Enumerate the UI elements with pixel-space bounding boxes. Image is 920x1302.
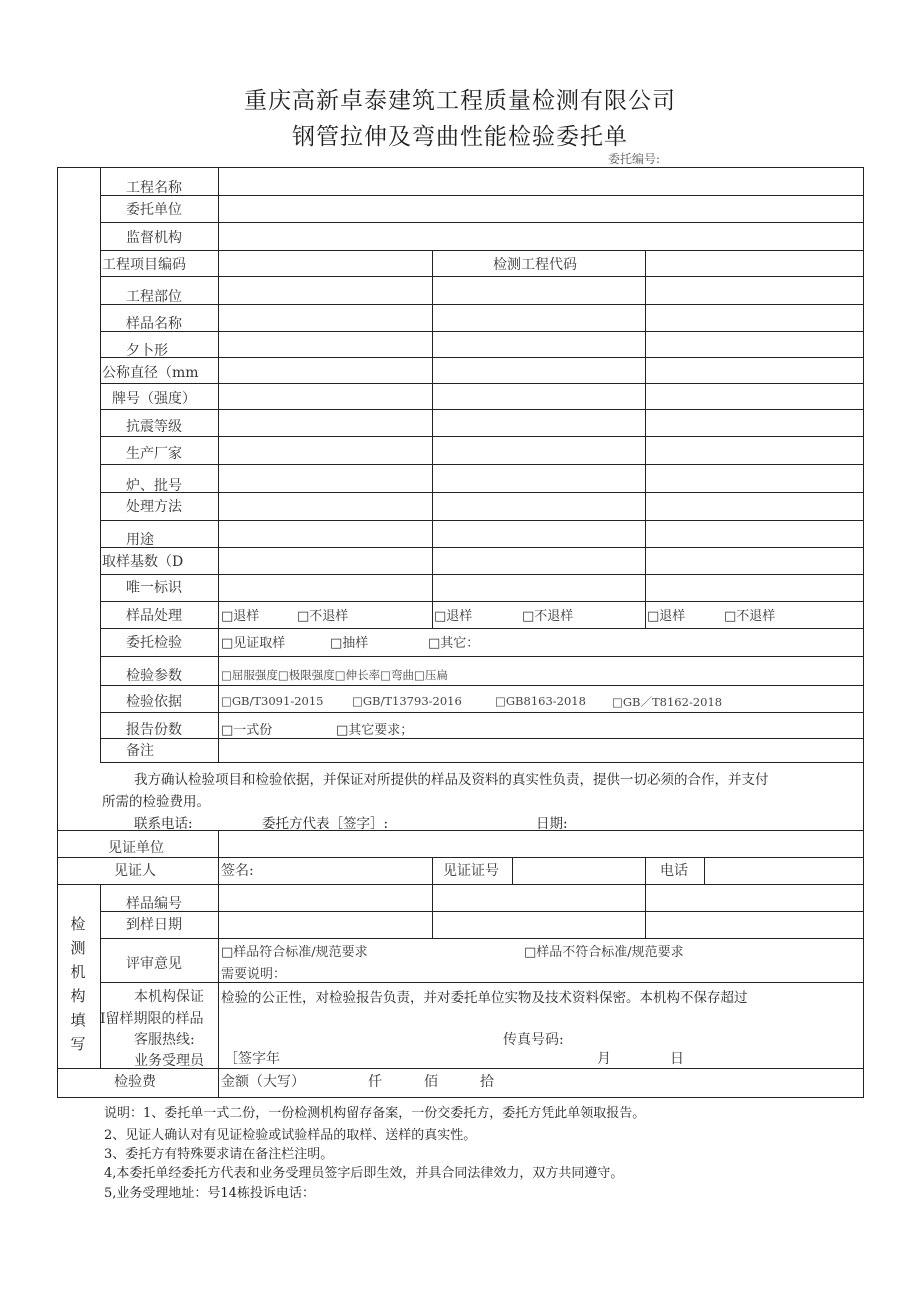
row-divider	[100, 492, 864, 493]
entrust-number-label: 委托编号:	[608, 152, 661, 166]
day-label: 日	[670, 1051, 684, 1067]
fee-amount-label: 金额（大写）	[221, 1074, 305, 1090]
checkbox-basis-gb-t8162[interactable]: □GB／T8162-2018	[612, 695, 723, 709]
company-name: 重庆高新卓泰建筑工程质量检测有限公司	[244, 88, 676, 114]
label-grade: 牌号（强度）	[112, 391, 196, 407]
checkbox-test-params[interactable]: □屈服强度□极限强度□伸长率□弯曲□压扁	[221, 668, 448, 682]
row-divider	[100, 409, 864, 410]
witness-phone-label: 电话	[660, 863, 688, 879]
checkbox-no-return-sample-1[interactable]: □不退样	[297, 609, 349, 624]
label-client-unit: 委托单位	[126, 202, 182, 218]
col-divider	[218, 167, 219, 763]
row-divider	[100, 685, 864, 686]
row-divider	[100, 547, 864, 548]
label-test-project-code: 检测工程代码	[493, 257, 577, 273]
col-divider	[512, 857, 513, 884]
col-divider	[100, 167, 101, 763]
label-furnace-batch: 炉、批号	[126, 478, 182, 494]
row-divider	[100, 656, 864, 657]
checkbox-random-sampling[interactable]: □抽样	[330, 636, 369, 651]
label-sample-name: 样品名称	[126, 316, 182, 332]
row-divider	[100, 762, 864, 763]
note-line-1: 说明：1、委托单一式二份，一份检测机构留存备案，一份交委托方，委托方凭此单领取报告。	[104, 1106, 646, 1121]
fee-ten-label: 拾	[480, 1074, 494, 1090]
checkbox-return-sample-1[interactable]: □退样	[221, 609, 260, 624]
col-divider	[704, 857, 705, 884]
confirmation-line-2: 所需的检验费用。	[102, 794, 210, 810]
checkbox-basis-gb-t3091[interactable]: □GB/T3091-2015	[221, 694, 324, 708]
row-divider	[100, 982, 864, 983]
row-divider	[100, 383, 864, 384]
checkbox-no-return-sample-3[interactable]: □不退样	[724, 609, 776, 624]
fee-thousand-label: 仟	[368, 1074, 382, 1090]
row-divider	[100, 520, 864, 521]
receiver-sign-year: ［签字年	[224, 1051, 280, 1067]
checkbox-return-sample-3[interactable]: □退样	[647, 609, 686, 624]
row-divider	[100, 938, 864, 939]
row-divider	[100, 601, 864, 602]
row-divider	[100, 911, 864, 912]
checkbox-sample-conforms[interactable]: □样品符合标准/规范要求	[221, 945, 368, 960]
label-test-basis: 检验依据	[126, 694, 182, 710]
row-divider	[100, 436, 864, 437]
need-explanation-label: 需要说明：	[221, 967, 287, 982]
note-line-2: 2、见证人确认对有见证检验或试验样品的取样、送样的真实性。	[104, 1128, 477, 1143]
label-project-name: 工程名称	[126, 180, 182, 196]
month-label: 月	[597, 1051, 611, 1067]
checkbox-basis-gb-t13793[interactable]: □GB/T13793-2016	[352, 694, 462, 708]
row-divider	[57, 857, 864, 858]
label-nominal-diameter: 公称直径（mm	[102, 365, 199, 381]
label-review: 评审意见	[126, 956, 182, 972]
label-project-code: 工程项目编码	[102, 257, 186, 273]
label-test-params: 检验参数	[126, 668, 182, 684]
label-usage: 用途	[126, 532, 154, 548]
checkbox-other-requirements[interactable]: □其它要求；	[336, 723, 414, 738]
row-divider	[100, 712, 864, 713]
note-line-5: 5,业务受理地址：号14栋投诉电话：	[104, 1186, 315, 1201]
confirmation-line-1: 我方确认检验项目和检验依据，并保证对所提供的样品及资料的真实性负责，提供一切必须的合作，并支付	[134, 772, 769, 788]
label-witness-unit: 见证单位	[108, 840, 164, 856]
label-seismic-grade: 抗震等级	[126, 419, 182, 435]
label-entrust-inspection: 委托检验	[126, 635, 182, 651]
label-report-copies: 报告份数	[126, 722, 182, 738]
checkbox-no-return-sample-2[interactable]: □不退样	[522, 609, 574, 624]
label-unique-id: 唯一标识	[126, 580, 182, 596]
label-supervision: 监督机构	[126, 230, 182, 246]
fee-hundred-label: 佰	[424, 1074, 438, 1090]
row-divider	[100, 195, 864, 196]
label-project-part: 工程部位	[126, 289, 182, 305]
checkbox-witness-sampling[interactable]: □见证取样	[221, 636, 286, 651]
guarantee-left-text: 本机构保证	[134, 989, 204, 1005]
row-divider	[100, 738, 864, 739]
row-divider	[100, 357, 864, 358]
label-shape: 夕卜形	[126, 343, 168, 359]
label-sample-base: 取样基数（D	[102, 554, 184, 570]
label-sample-handling: 样品处理	[126, 608, 182, 624]
label-witness-person: 见证人	[114, 863, 156, 879]
hotline-label: 客服热线:	[134, 1032, 195, 1048]
client-representative-signature: 委托方代表［签字］:	[262, 816, 389, 832]
col-divider	[432, 857, 433, 938]
label-sample-number: 样品编号	[126, 896, 182, 912]
form-title: 钢管拉伸及弯曲性能检验委托单	[292, 124, 628, 150]
label-manufacturer: 生产厂家	[126, 446, 182, 462]
row-divider	[100, 222, 864, 223]
col-divider	[645, 857, 646, 938]
date-label: 日期:	[536, 816, 568, 832]
row-divider	[100, 250, 864, 251]
agency-section-label: 检 测 机 构 填 写	[70, 915, 86, 1053]
contact-phone-label: 联系电话:	[134, 816, 193, 832]
col-divider	[100, 884, 101, 1068]
witness-signature-label: 签名:	[221, 863, 254, 879]
row-divider	[100, 628, 864, 629]
guarantee-right-text: 检验的公正性，对检验报告负责，并对委托单位实物及技术资料保密。本机构不保存超过	[221, 990, 748, 1006]
note-line-4: 4,本委托单经委托方代表和业务受理员签字后即生效，并具合同法律效力，双方共同遵守。	[104, 1166, 624, 1181]
col-divider	[432, 250, 433, 629]
receiver-label: 业务受理员	[134, 1053, 204, 1069]
checkbox-basis-gb8163[interactable]: □GB8163-2018	[495, 694, 586, 708]
note-line-3: 3、委托方有特殊要求请在备注栏注明。	[104, 1147, 334, 1162]
row-divider	[100, 276, 864, 277]
row-divider	[100, 464, 864, 465]
label-test-fee: 检验费	[114, 1074, 156, 1090]
col-divider	[645, 250, 646, 629]
row-divider	[100, 574, 864, 575]
row-divider	[100, 304, 864, 305]
checkbox-sample-not-conforms[interactable]: □样品不符合标准/规范要求	[524, 945, 684, 960]
label-remarks: 备注	[126, 743, 154, 759]
row-divider	[57, 884, 864, 885]
checkbox-one-copy[interactable]: □一式份	[221, 723, 273, 738]
checkbox-other[interactable]: □其它：	[428, 636, 480, 651]
retention-text: I留样期限的样品	[100, 1011, 204, 1027]
label-arrival-date: 到样日期	[126, 917, 182, 933]
col-divider	[218, 830, 219, 1098]
witness-cert-label: 见证证号	[443, 863, 499, 879]
row-divider	[100, 331, 864, 332]
fax-label: 传真号码:	[503, 1032, 564, 1048]
checkbox-return-sample-2[interactable]: □退样	[434, 609, 473, 624]
label-treatment: 处理方法	[126, 499, 182, 515]
